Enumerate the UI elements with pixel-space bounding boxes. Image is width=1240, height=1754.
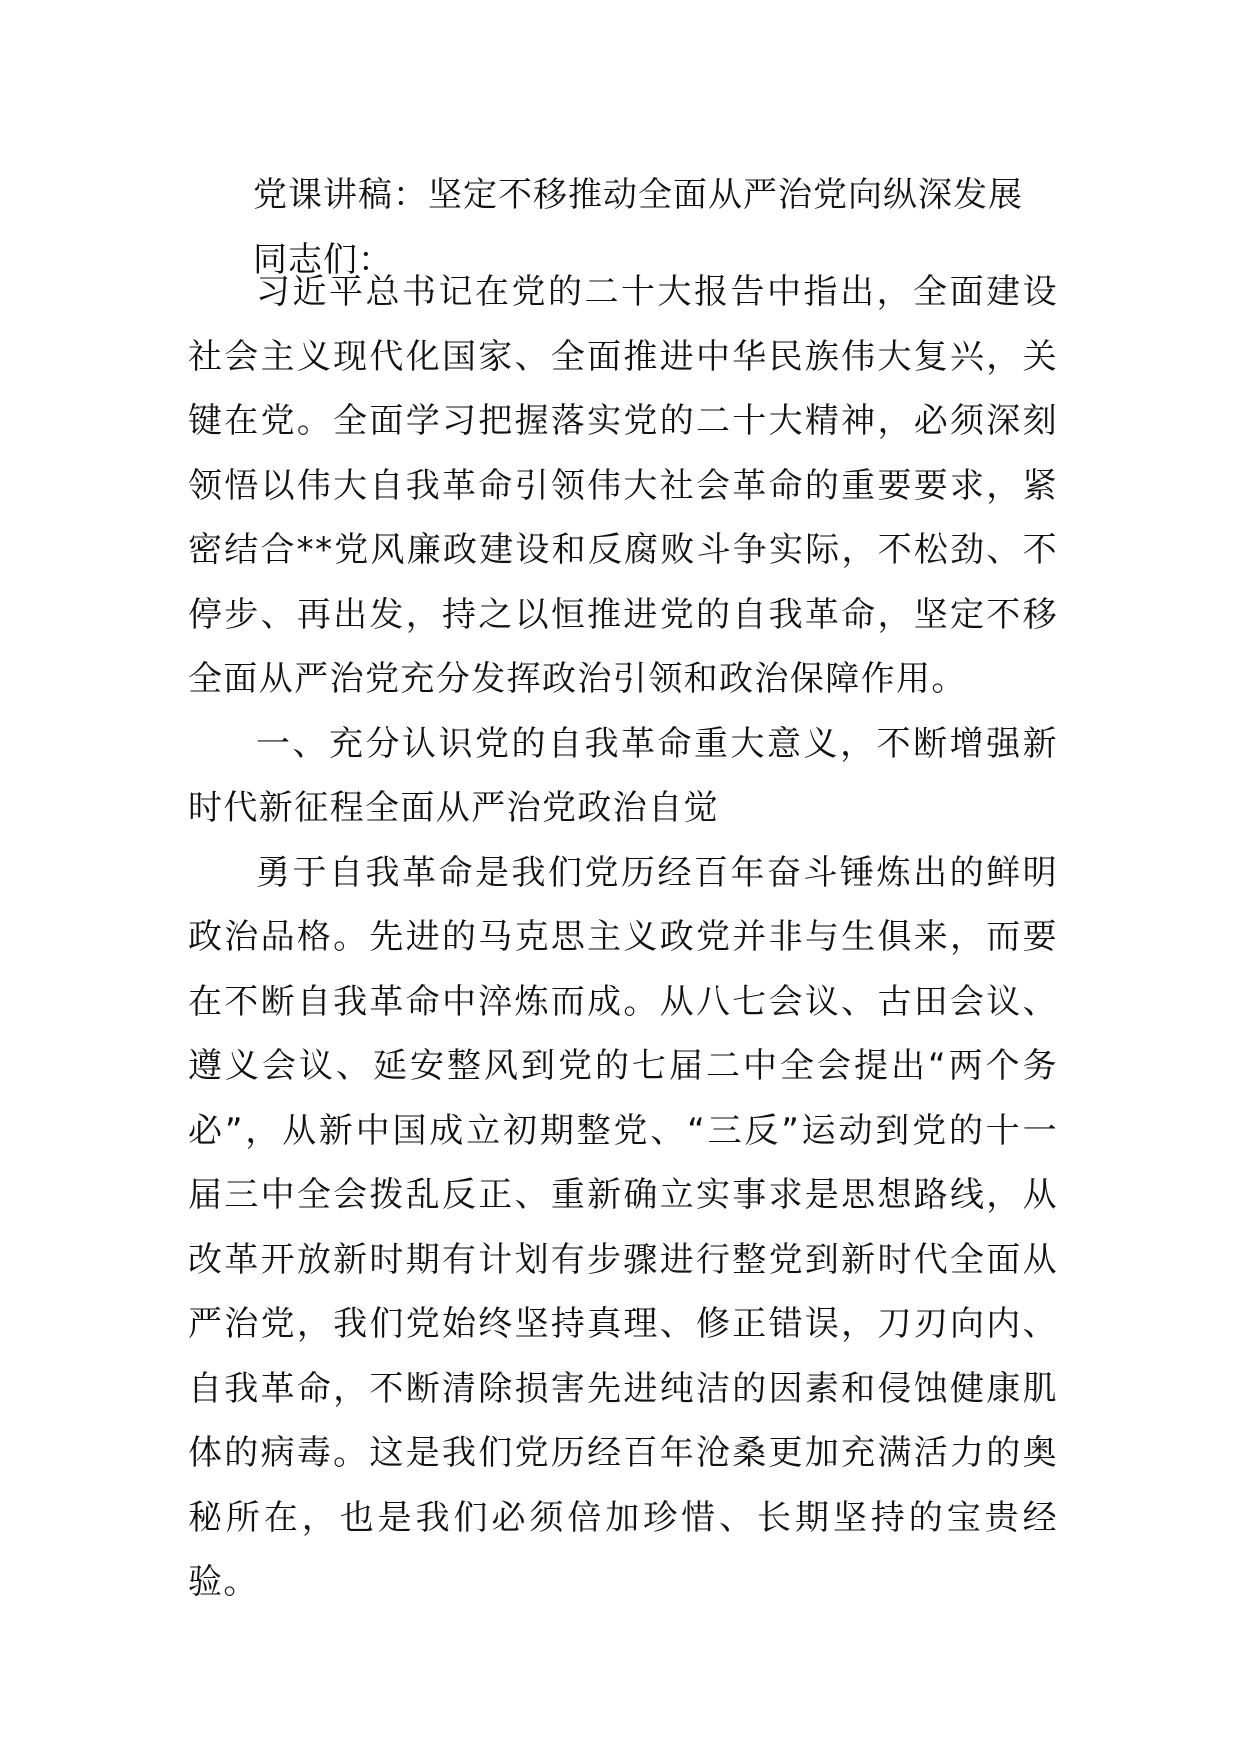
- paragraph-intro: 习近平总书记在党的二十大报告中指出，全面建设社会主义现代化国家、全面推进中华民族伟大复兴，关键在党。全面学习把握落实党的二十大精神，必须深刻领悟以伟大自我革命引领伟大社会革命的重要要求，紧密结合**党风廉政建设和反腐败斗争实际，不松劲、不停步、再出发，持之以恒推进党的自我革命，坚定不移全面从严治党充分发挥政治引领和政治保障作用。: [188, 272, 1058, 699]
- document-title: 党课讲稿：坚定不移推动全面从严治党向纵深发展: [253, 175, 1023, 215]
- body-text: [188, 260, 1058, 1615]
- salutation: 同志们：: [253, 240, 393, 280]
- paragraph-section-1: 勇于自我革命是我们党历经百年奋斗锤炼出的鲜明政治品格。先进的马克思主义政党并非与生俱来，而要在不断自我革命中淬炼而成。从八七会议、古田会议、遵义会议、延安整风到党的七届二中全会提出“两个务必”，从新中国成立初期整党、“三反”运动到党的十一届三中全会拨乱反正、重新确立实事求是思想路线，从改革开放新时期有计划有步骤进行整党到新时代全面从严治党，我们党始终坚持真理、修正错误，刀刃向内、自我革命，不断清除损害先进纯洁的因素和侵蚀健康肌体的病毒。这是我们党历经百年沧桑更加充满活力的奥秘所在，也是我们必须倍加珍惜、长期坚持的宝贵经验。: [188, 852, 1058, 1602]
- section-heading-1: 一、充分认识党的自我革命重大意义，不断增强新时代新征程全面从严治党政治自觉: [188, 723, 1058, 828]
